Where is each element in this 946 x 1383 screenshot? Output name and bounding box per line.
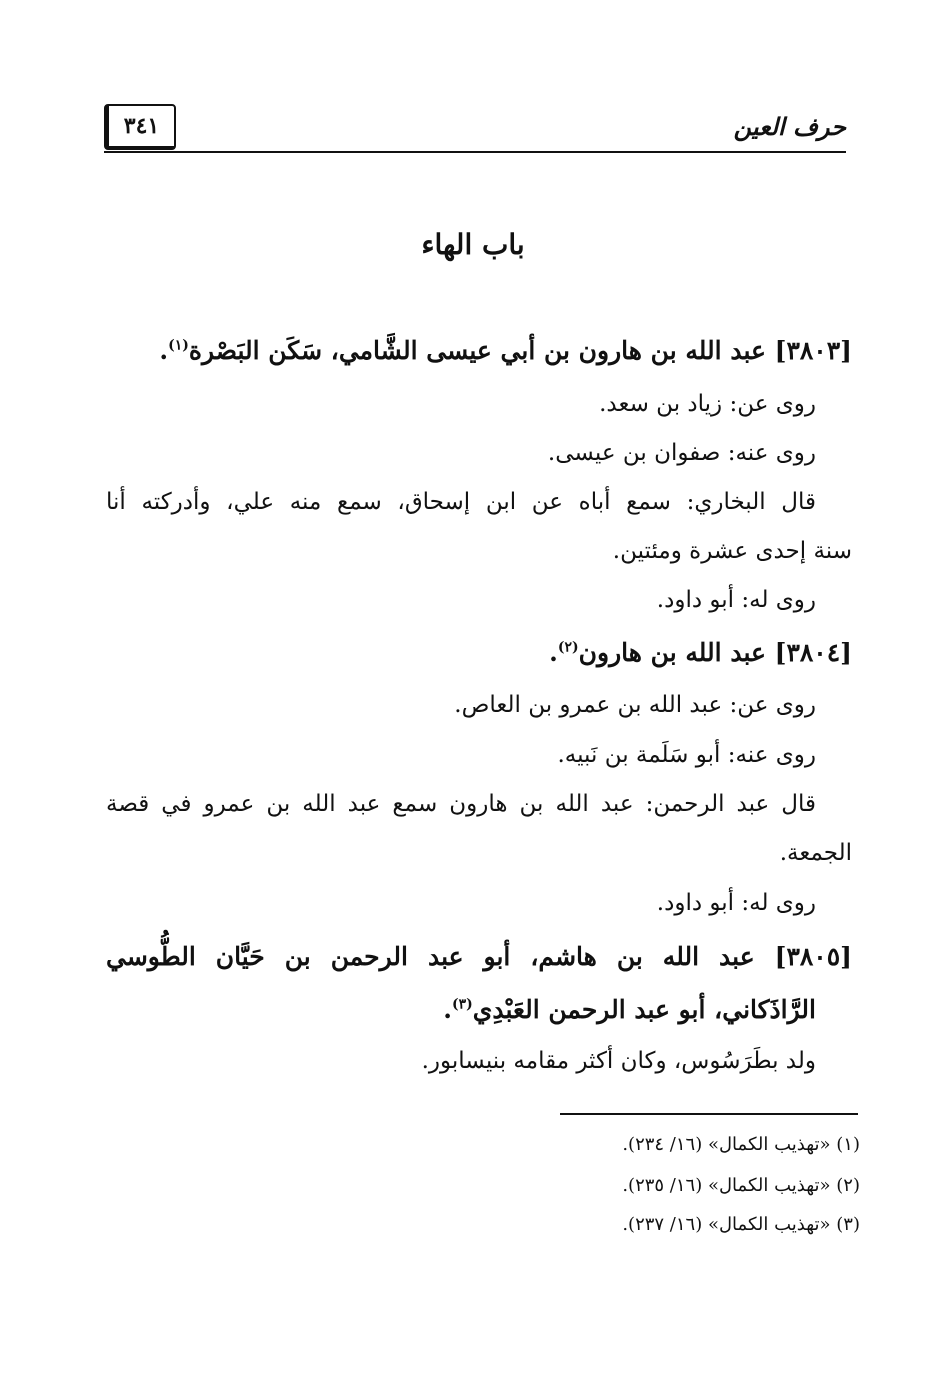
entry-line: روى له: أبو داود. xyxy=(656,890,816,916)
running-title: حرف العين xyxy=(733,112,846,141)
entry-line: روى عنه: صفوان بن عيسى. xyxy=(547,440,816,466)
entry-heading: [٣٨٠٣] عبد الله بن هارون بن أبي عيسى الشَّامي، سَكَن البَصْرة$^{(١)}$. xyxy=(159,336,852,365)
entry-heading: [٣٨٠٥] عبد الله بن هاشم، أبو عبد الرحمن بن حَيَّان الطُّوسي xyxy=(106,942,852,971)
entry-line: الجمعة. xyxy=(779,840,852,866)
footnote: (٢) «تهذيب الكمال» (١٦/ ٢٣٥). xyxy=(622,1175,860,1196)
chapter-title: باب الهاء xyxy=(421,228,525,261)
footnote-ref: (١) xyxy=(168,337,189,354)
entry-heading: [٣٨٠٤] عبد الله بن هارون$^{(٢)}$. xyxy=(549,638,852,667)
entry-line: سنة إحدى عشرة ومئتين. xyxy=(612,538,852,564)
entry-heading-cont: الرَّاذَكاني، أبو عبد الرحمن العَبْدِي$^{(٣)}$. xyxy=(443,995,816,1024)
entry-line: روى عن: عبد الله بن عمرو بن العاص. xyxy=(454,692,816,718)
header-rule xyxy=(104,151,846,153)
page-number-box xyxy=(104,104,176,150)
entry-line: روى عنه: أبو سَلَمة بن نَبيه. xyxy=(557,742,816,768)
entry-line: قال البخاري: سمع أباه عن ابن إسحاق، سمع منه علي، وأدركته أنا xyxy=(106,489,816,515)
footnote: (٣) «تهذيب الكمال» (١٦/ ٢٣٧). xyxy=(622,1214,860,1235)
entry-line: روى عن: زياد بن سعد. xyxy=(599,391,816,417)
footnote: (١) «تهذيب الكمال» (١٦/ ٢٣٤). xyxy=(622,1134,860,1155)
footnote-rule xyxy=(560,1113,858,1115)
entry-line: ولد بطَرَسُوس، وكان أكثر مقامه بنيسابور. xyxy=(421,1048,816,1074)
entry-line: قال عبد الرحمن: عبد الله بن هارون سمع عبد الله بن عمرو في قصة xyxy=(106,791,816,817)
entry-line: روى له: أبو داود. xyxy=(656,587,816,613)
page-number: ٣٤١ xyxy=(123,113,160,139)
footnote-ref: (٣) xyxy=(452,996,473,1013)
footnote-ref: (٢) xyxy=(557,639,579,656)
